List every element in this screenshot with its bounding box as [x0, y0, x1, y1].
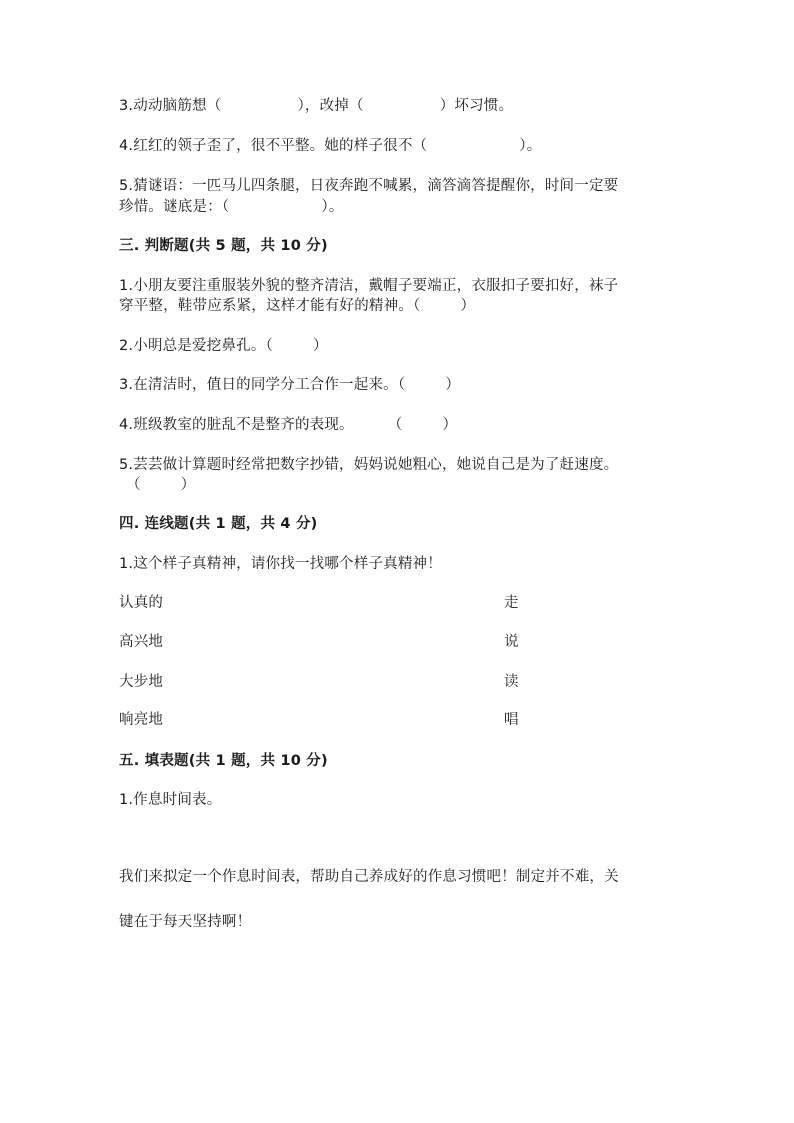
question-number: 1.: [119, 792, 134, 808]
question-text: 动动脑筋想（: [133, 98, 222, 114]
question-number: 4.: [119, 138, 134, 154]
judge-question-1-line2: [119, 296, 475, 316]
question-text: 猜谜语：一匹马儿四条腿，日夜奔跑不喊累，滴答滴答提醒你，时间一定要: [133, 178, 619, 194]
match-left-item[interactable]: 响亮地: [119, 712, 164, 728]
question-text: 珍惜。谜底是：（: [119, 199, 230, 215]
question-number: 3.: [119, 98, 134, 114]
match-left-item[interactable]: 大步地: [119, 674, 164, 690]
judge-question-4: [119, 415, 457, 435]
question-text: ），改掉（: [297, 98, 364, 114]
question-text: ）: [313, 338, 328, 354]
fill-question-5-line1: [119, 176, 618, 196]
question-text: 作息时间表。: [133, 792, 222, 808]
question-text: 芸芸做计算题时经常把数字抄错，妈妈说她粗心，她说自己是为了赶速度。: [133, 457, 619, 473]
question-number: 1.: [119, 556, 134, 572]
fill-question-4: [119, 136, 541, 156]
question-text: 这个样子真精神，请你找一找哪个样子真精神！: [133, 556, 442, 572]
match-right-item[interactable]: 走: [504, 595, 519, 611]
section-4-heading: 四. 连线题(共 1 题，共 4 分): [119, 516, 318, 532]
question-number: 2.: [119, 338, 134, 354]
question-text: ）。: [519, 138, 542, 154]
instruction-paragraph-line2: 键在于每天坚持啊！: [119, 914, 252, 930]
judge-question-1-line1: [119, 276, 618, 296]
question-text: 小朋友要注重服装外貌的整齐清洁，戴帽子要端正，衣服扣子要扣好，袜子: [133, 278, 619, 294]
question-number: 4.: [119, 417, 134, 433]
question-text: ）: [445, 377, 461, 393]
question-text: ）: [442, 417, 458, 433]
question-text: （: [387, 417, 403, 433]
fill-question-5-line2: [119, 197, 344, 217]
question-text: ）。: [321, 199, 344, 215]
question-number: 5.: [119, 178, 134, 194]
question-text: 红红的领子歪了，很不平整。她的样子很不（: [133, 138, 428, 154]
question-text: 小明总是爱挖鼻孔。（: [133, 338, 273, 354]
instruction-paragraph-line1: 我们来拟定一个作息时间表，帮助自己养成好的作息习惯吧！制定并不难，关: [119, 869, 619, 885]
question-text: 穿平整，鞋带应系紧，这样才能有好的精神。（: [119, 298, 421, 314]
section-5-heading: 五. 填表题(共 1 题，共 10 分): [119, 753, 328, 769]
judge-question-2: [119, 336, 328, 356]
question-text: ）坏习惯。: [439, 98, 514, 114]
match-right-item[interactable]: 说: [504, 634, 519, 650]
question-text: ）: [180, 477, 196, 493]
match-left-item[interactable]: 高兴地: [119, 634, 164, 650]
match-right-item[interactable]: 读: [504, 674, 519, 690]
question-text: 班级教室的脏乱不是整齐的表现。: [133, 417, 354, 433]
judge-question-5-line2: [126, 475, 195, 495]
match-question-1: [119, 554, 442, 574]
question-text: 在清洁时，值日的同学分工合作一起来。（: [133, 377, 406, 393]
judge-question-3: [119, 375, 460, 395]
table-question-1: [119, 790, 221, 810]
match-left-item[interactable]: 认真的: [119, 595, 164, 611]
section-3-heading: 三. 判断题(共 5 题，共 10 分): [119, 238, 328, 254]
match-right-item[interactable]: 唱: [504, 712, 519, 728]
question-number: 3.: [119, 377, 134, 393]
question-number: 5.: [119, 457, 134, 473]
fill-question-3: [119, 96, 513, 116]
question-number: 1.: [119, 278, 134, 294]
question-text: ）: [460, 298, 476, 314]
question-text: （: [126, 477, 141, 493]
judge-question-5-line1: [119, 455, 618, 475]
